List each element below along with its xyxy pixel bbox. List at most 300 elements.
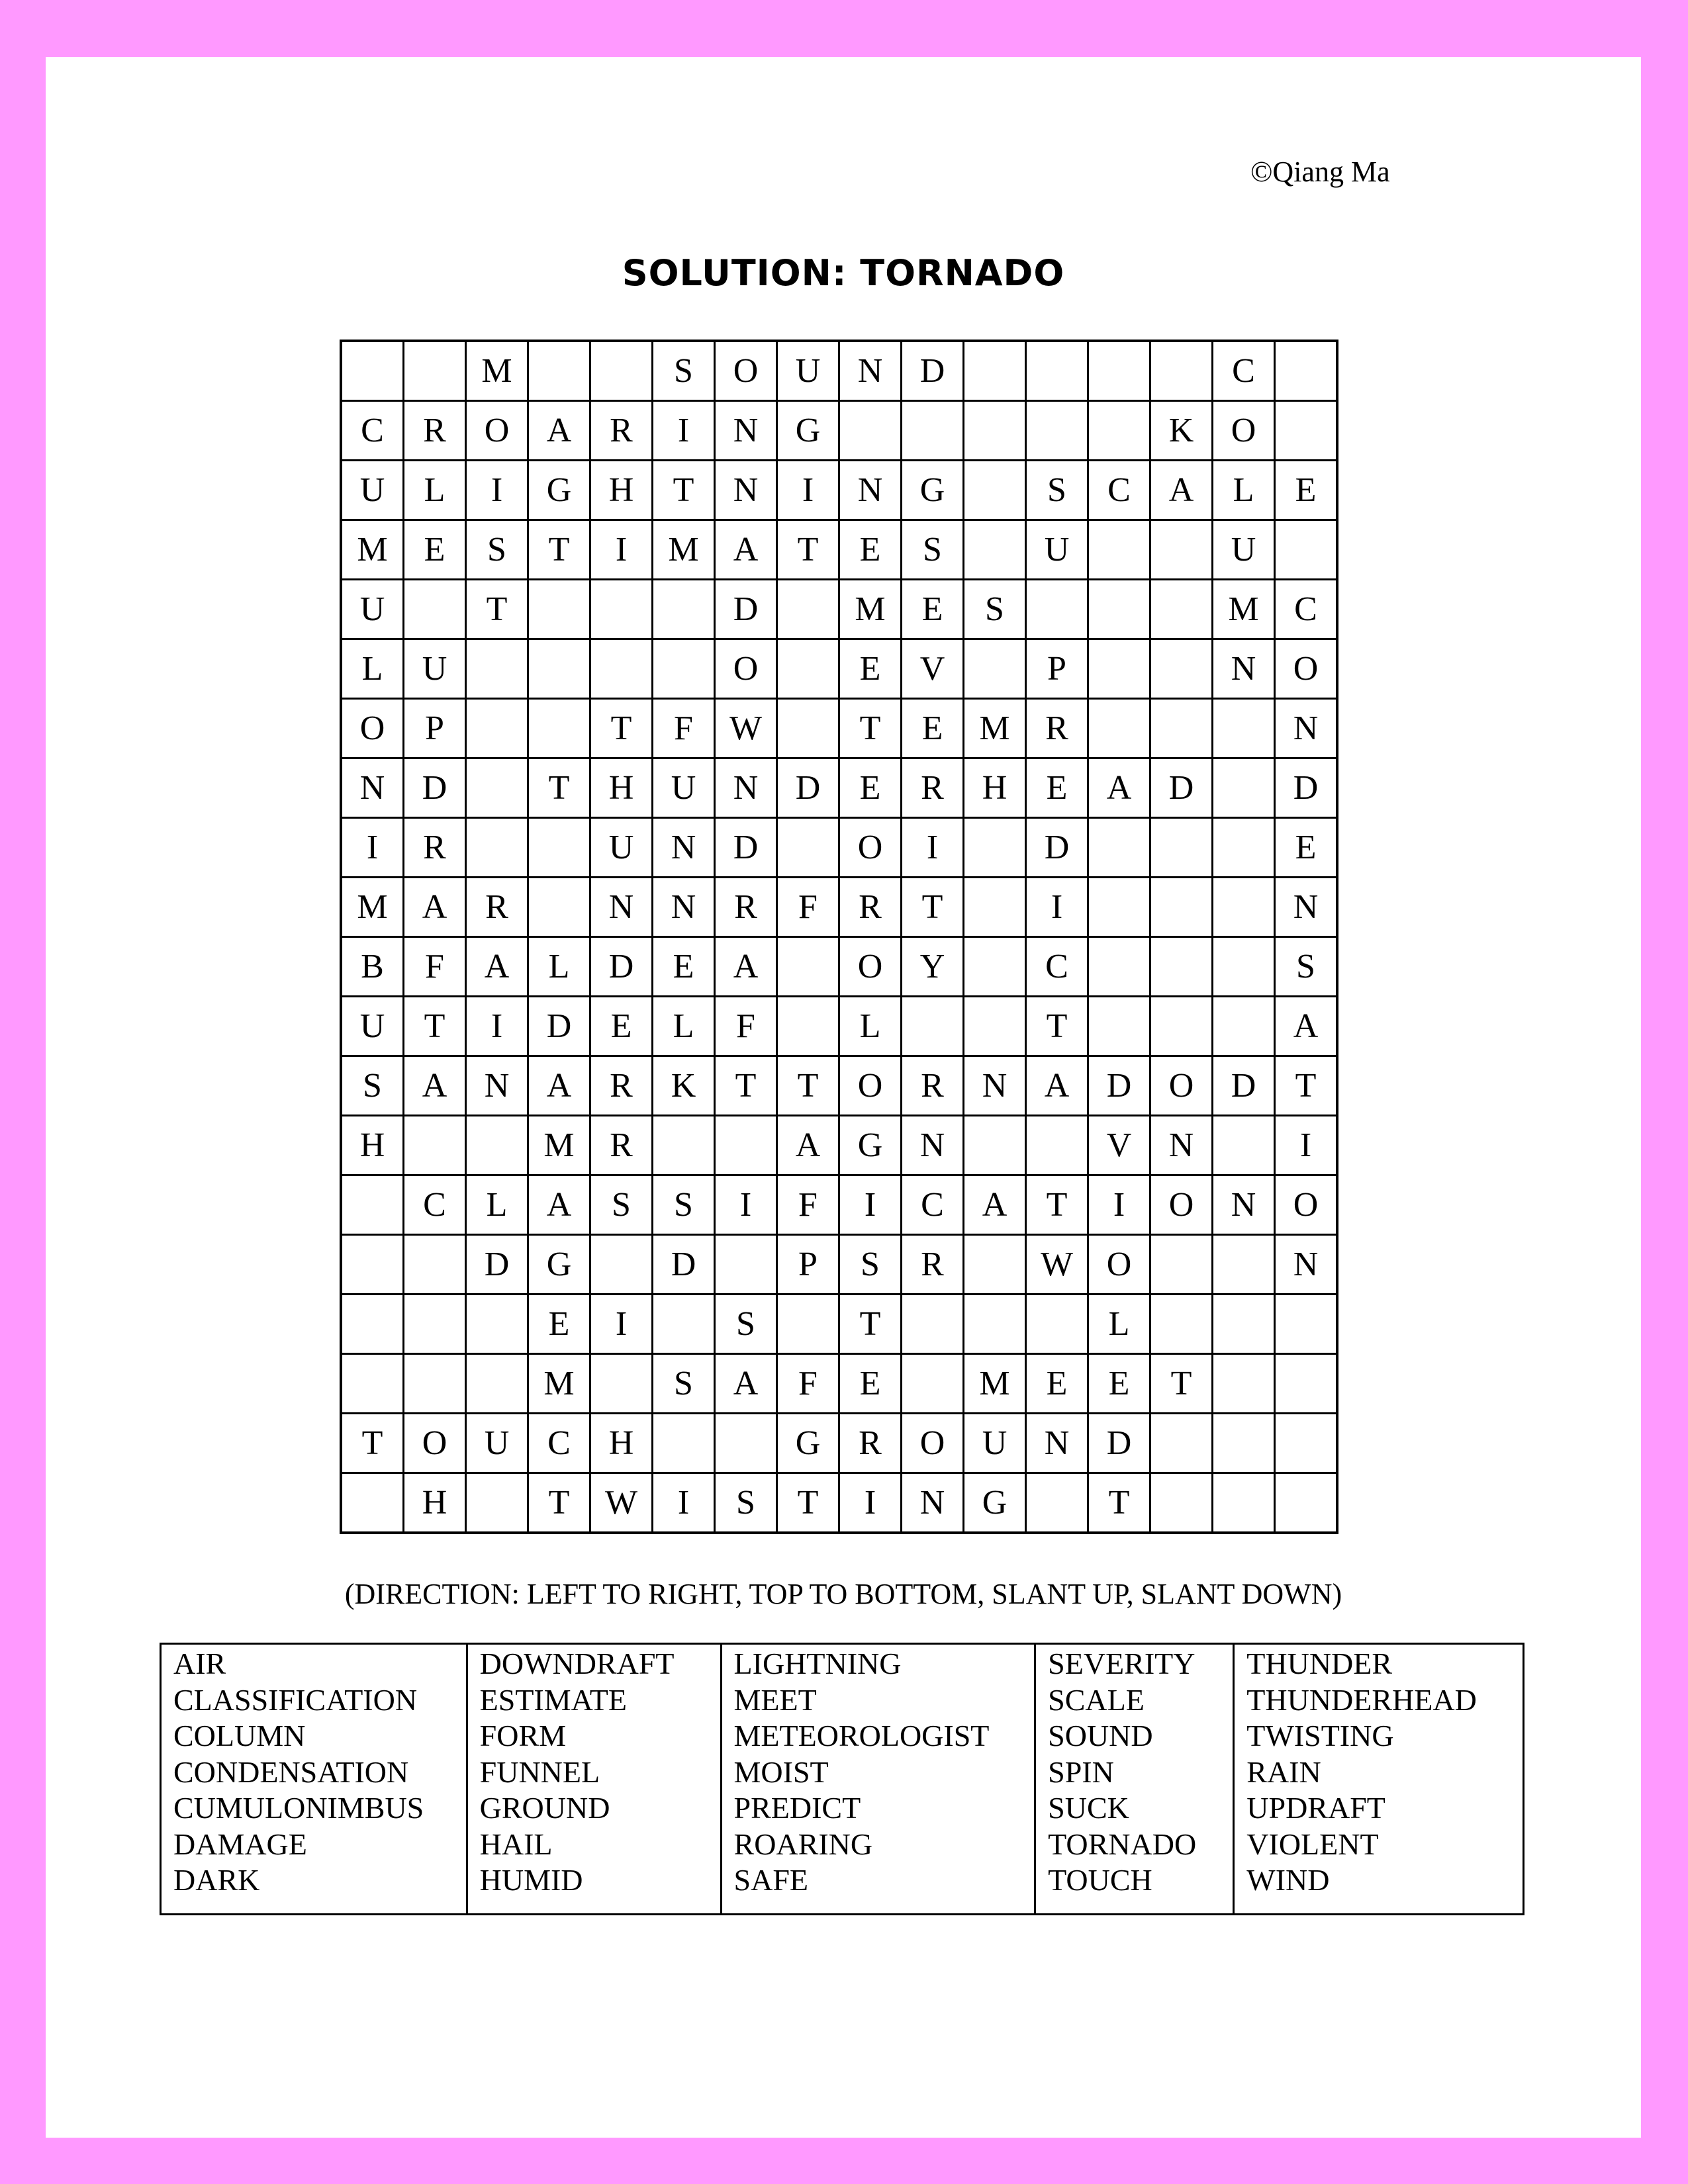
grid-cell: I	[1026, 878, 1088, 937]
grid-cell	[528, 639, 590, 699]
word-bank-column	[722, 1645, 1037, 1913]
grid-cell: E	[590, 997, 653, 1056]
grid-cell: M	[466, 341, 528, 401]
grid-cell: M	[341, 878, 404, 937]
grid-cell	[1275, 341, 1338, 401]
grid-cell	[590, 341, 653, 401]
grid-cell	[964, 1116, 1026, 1175]
grid-cell: R	[1026, 699, 1088, 758]
grid-cell: T	[1150, 1354, 1213, 1414]
grid-cell: I	[839, 1175, 902, 1235]
grid-cell	[653, 580, 715, 639]
word-bank-word: WIND	[1246, 1863, 1330, 1897]
grid-cell	[341, 1295, 404, 1354]
grid-cell: W	[715, 699, 777, 758]
grid-cell: N	[715, 461, 777, 520]
grid-cell: D	[1088, 1056, 1150, 1116]
grid-cell: N	[839, 341, 902, 401]
word-bank-column	[468, 1645, 722, 1913]
grid-cell: T	[653, 461, 715, 520]
grid-cell: S	[653, 1354, 715, 1414]
grid-cell	[1026, 341, 1088, 401]
word-bank-word: HAIL	[479, 1827, 553, 1861]
grid-cell	[1088, 699, 1150, 758]
word-bank-word: COLUMN	[173, 1719, 306, 1752]
grid-cell: O	[902, 1414, 964, 1473]
grid-cell: I	[1275, 1116, 1338, 1175]
grid-cell	[1088, 937, 1150, 997]
grid-cell	[653, 639, 715, 699]
grid-cell: N	[590, 878, 653, 937]
grid-cell	[1213, 937, 1275, 997]
grid-cell	[777, 997, 839, 1056]
grid-cell: M	[964, 1354, 1026, 1414]
grid-cell: F	[777, 1354, 839, 1414]
grid-cell: F	[404, 937, 466, 997]
grid-cell: E	[902, 699, 964, 758]
word-bank	[160, 1643, 1524, 1915]
grid-cell	[404, 580, 466, 639]
grid-cell: S	[715, 1295, 777, 1354]
grid-row	[341, 1056, 1337, 1116]
grid-cell: D	[528, 997, 590, 1056]
grid-cell	[1150, 1473, 1213, 1533]
grid-cell: U	[466, 1414, 528, 1473]
grid-cell: A	[466, 937, 528, 997]
word-bank-word: SEVERITY	[1048, 1647, 1196, 1680]
grid-cell	[777, 580, 839, 639]
word-bank-word: FUNNEL	[479, 1754, 600, 1789]
grid-cell: M	[1213, 580, 1275, 639]
grid-cell	[964, 341, 1026, 401]
grid-cell: A	[777, 1116, 839, 1175]
grid-row	[341, 639, 1337, 699]
grid-cell	[653, 1295, 715, 1354]
grid-cell: A	[528, 1175, 590, 1235]
grid-cell: U	[341, 461, 404, 520]
grid-cell: R	[902, 1056, 964, 1116]
grid-cell: W	[590, 1473, 653, 1533]
grid-cell: N	[341, 758, 404, 818]
grid-cell	[341, 1175, 404, 1235]
grid-cell: U	[341, 997, 404, 1056]
grid-cell	[1088, 341, 1150, 401]
grid-cell	[1275, 1354, 1338, 1414]
grid-cell	[902, 401, 964, 461]
word-bank-word: THUNDER	[1246, 1647, 1393, 1680]
grid-cell: S	[590, 1175, 653, 1235]
grid-cell	[1150, 341, 1213, 401]
grid-cell	[341, 341, 404, 401]
word-bank-word: FORM	[479, 1719, 567, 1752]
grid-cell: O	[715, 341, 777, 401]
grid-row	[341, 997, 1337, 1056]
grid-cell: D	[466, 1235, 528, 1295]
grid-cell	[1150, 1414, 1213, 1473]
grid-cell: D	[1213, 1056, 1275, 1116]
grid-cell: K	[1150, 401, 1213, 461]
grid-cell: Y	[902, 937, 964, 997]
word-bank-word: DOWNDRAFT	[479, 1647, 675, 1680]
grid-cell	[590, 1354, 653, 1414]
grid-cell	[1088, 639, 1150, 699]
grid-cell: I	[341, 818, 404, 878]
grid-cell: E	[528, 1295, 590, 1354]
word-bank-word: CLASSIFICATION	[173, 1682, 418, 1717]
grid-cell	[404, 341, 466, 401]
word-bank-word: DAMAGE	[173, 1827, 307, 1861]
grid-cell: A	[528, 401, 590, 461]
grid-cell: R	[590, 401, 653, 461]
grid-cell: D	[1026, 818, 1088, 878]
grid-row	[341, 580, 1337, 639]
word-bank-word: TOUCH	[1048, 1863, 1152, 1897]
grid-cell: D	[404, 758, 466, 818]
grid-cell: E	[902, 580, 964, 639]
grid-cell	[964, 818, 1026, 878]
grid-cell: I	[653, 401, 715, 461]
grid-cell	[777, 639, 839, 699]
grid-cell: T	[528, 520, 590, 580]
grid-cell	[1275, 1295, 1338, 1354]
word-bank-word: ROARING	[733, 1827, 873, 1861]
grid-cell	[1275, 520, 1338, 580]
word-search-grid	[340, 340, 1338, 1534]
grid-cell	[1213, 997, 1275, 1056]
grid-cell: I	[653, 1473, 715, 1533]
grid-cell	[1150, 639, 1213, 699]
grid-cell: T	[590, 699, 653, 758]
grid-cell	[1088, 580, 1150, 639]
grid-cell: D	[777, 758, 839, 818]
grid-cell: O	[1275, 1175, 1338, 1235]
grid-cell: A	[1026, 1056, 1088, 1116]
grid-cell: L	[1213, 461, 1275, 520]
grid-row	[341, 1473, 1337, 1533]
grid-cell: C	[528, 1414, 590, 1473]
grid-cell: C	[1026, 937, 1088, 997]
grid-cell: N	[1150, 1116, 1213, 1175]
grid-cell: E	[1275, 818, 1338, 878]
word-bank-column	[162, 1645, 468, 1913]
grid-cell: O	[715, 639, 777, 699]
grid-cell: N	[653, 818, 715, 878]
grid-cell: R	[902, 1235, 964, 1295]
grid-cell	[341, 1235, 404, 1295]
grid-row	[341, 878, 1337, 937]
grid-cell	[1275, 401, 1338, 461]
grid-cell: S	[902, 520, 964, 580]
grid-row	[341, 1175, 1337, 1235]
grid-cell	[528, 580, 590, 639]
grid-cell	[1088, 520, 1150, 580]
grid-cell: D	[902, 341, 964, 401]
word-bank-word: AIR	[173, 1647, 226, 1680]
grid-cell: T	[1275, 1056, 1338, 1116]
word-bank-word: TWISTING	[1246, 1719, 1394, 1752]
grid-row	[341, 341, 1337, 401]
grid-cell: O	[466, 401, 528, 461]
grid-cell: E	[839, 639, 902, 699]
grid-cell	[964, 997, 1026, 1056]
grid-cell: R	[902, 758, 964, 818]
grid-cell: O	[1213, 401, 1275, 461]
grid-cell: A	[715, 520, 777, 580]
grid-cell: P	[1026, 639, 1088, 699]
grid-cell: T	[404, 997, 466, 1056]
word-bank-word: SUCK	[1048, 1791, 1129, 1825]
grid-cell: G	[902, 461, 964, 520]
word-bank-word: SPIN	[1048, 1754, 1114, 1789]
word-bank-word: LIGHTNING	[733, 1647, 902, 1680]
grid-cell: T	[777, 520, 839, 580]
grid-cell	[404, 1116, 466, 1175]
grid-cell: S	[964, 580, 1026, 639]
grid-cell: A	[715, 1354, 777, 1414]
grid-row	[341, 1295, 1337, 1354]
grid-cell: T	[528, 758, 590, 818]
grid-cell: L	[1088, 1295, 1150, 1354]
grid-cell: U	[1213, 520, 1275, 580]
grid-cell: T	[902, 878, 964, 937]
grid-row	[341, 937, 1337, 997]
grid-cell: E	[839, 758, 902, 818]
grid-cell	[1026, 1295, 1088, 1354]
word-bank-word: MOIST	[733, 1754, 829, 1789]
grid-cell: O	[404, 1414, 466, 1473]
grid-cell: N	[1213, 1175, 1275, 1235]
grid-cell: U	[777, 341, 839, 401]
grid-cell: I	[839, 1473, 902, 1533]
grid-cell	[1088, 997, 1150, 1056]
grid-cell: I	[590, 520, 653, 580]
grid-cell	[528, 818, 590, 878]
grid-cell	[1150, 937, 1213, 997]
grid-row	[341, 461, 1337, 520]
grid-cell: G	[777, 401, 839, 461]
grid-cell	[466, 1473, 528, 1533]
grid-cell: U	[964, 1414, 1026, 1473]
grid-cell	[466, 1354, 528, 1414]
grid-cell: A	[1088, 758, 1150, 818]
grid-cell: M	[964, 699, 1026, 758]
grid-cell: U	[590, 818, 653, 878]
grid-cell	[964, 461, 1026, 520]
word-bank-word: RAIN	[1246, 1754, 1321, 1789]
grid-cell	[964, 937, 1026, 997]
grid-cell	[1150, 699, 1213, 758]
grid-cell: A	[964, 1175, 1026, 1235]
grid-cell	[1275, 1414, 1338, 1473]
grid-cell: F	[653, 699, 715, 758]
grid-cell: S	[341, 1056, 404, 1116]
grid-cell	[902, 1354, 964, 1414]
word-bank-word: VIOLENT	[1246, 1827, 1379, 1861]
grid-cell: T	[1026, 997, 1088, 1056]
grid-cell: C	[1213, 341, 1275, 401]
grid-cell: F	[715, 997, 777, 1056]
grid-row	[341, 401, 1337, 461]
grid-cell: E	[1026, 1354, 1088, 1414]
grid-cell	[964, 639, 1026, 699]
grid-cell	[1088, 401, 1150, 461]
grid-cell: U	[341, 580, 404, 639]
grid-cell: U	[404, 639, 466, 699]
grid-cell	[777, 937, 839, 997]
grid-cell: D	[1150, 758, 1213, 818]
grid-cell: L	[839, 997, 902, 1056]
grid-cell: C	[1275, 580, 1338, 639]
grid-cell: H	[590, 461, 653, 520]
grid-cell: B	[341, 937, 404, 997]
grid-cell: E	[1026, 758, 1088, 818]
grid-cell	[1150, 580, 1213, 639]
grid-cell	[1150, 1295, 1213, 1354]
word-bank-word: THUNDERHEAD	[1246, 1682, 1477, 1717]
grid-cell: H	[590, 1414, 653, 1473]
grid-cell	[1213, 699, 1275, 758]
grid-cell	[653, 1116, 715, 1175]
grid-cell: E	[839, 520, 902, 580]
grid-cell	[1026, 580, 1088, 639]
grid-cell: S	[1275, 937, 1338, 997]
grid-cell: N	[715, 758, 777, 818]
grid-cell	[964, 520, 1026, 580]
word-bank-word: SCALE	[1048, 1682, 1145, 1717]
grid-cell: R	[590, 1056, 653, 1116]
grid-cell	[1213, 818, 1275, 878]
grid-cell: S	[653, 341, 715, 401]
grid-cell: E	[1275, 461, 1338, 520]
grid-cell: L	[404, 461, 466, 520]
grid-cell: E	[839, 1354, 902, 1414]
grid-cell: R	[839, 1414, 902, 1473]
grid-cell	[1026, 1473, 1088, 1533]
grid-cell	[1213, 1295, 1275, 1354]
grid-cell: T	[839, 1295, 902, 1354]
grid-row	[341, 1116, 1337, 1175]
grid-cell: M	[653, 520, 715, 580]
grid-cell: N	[1213, 639, 1275, 699]
grid-cell	[964, 401, 1026, 461]
grid-cell: E	[404, 520, 466, 580]
word-bank-word: SAFE	[733, 1863, 809, 1897]
grid-cell	[902, 1295, 964, 1354]
grid-cell: M	[839, 580, 902, 639]
grid-cell: C	[341, 401, 404, 461]
grid-cell: T	[341, 1414, 404, 1473]
word-bank-column	[1235, 1645, 1523, 1913]
grid-cell	[466, 818, 528, 878]
grid-cell: C	[902, 1175, 964, 1235]
grid-cell	[404, 1235, 466, 1295]
grid-cell: L	[341, 639, 404, 699]
grid-cell: O	[341, 699, 404, 758]
word-bank-word: TORNADO	[1048, 1827, 1197, 1861]
worksheet-page	[46, 57, 1641, 2138]
grid-cell: F	[777, 878, 839, 937]
word-bank-word: ESTIMATE	[479, 1682, 627, 1717]
grid-cell: R	[404, 401, 466, 461]
grid-cell: R	[590, 1116, 653, 1175]
grid-cell	[1150, 818, 1213, 878]
page-title: SOLUTION: TORNADO	[622, 252, 1065, 294]
grid-cell: O	[1275, 639, 1338, 699]
grid-cell	[341, 1354, 404, 1414]
grid-cell: T	[1088, 1473, 1150, 1533]
word-bank-word: HUMID	[479, 1863, 583, 1897]
grid-cell: T	[777, 1056, 839, 1116]
grid-cell	[1150, 1235, 1213, 1295]
grid-cell: P	[777, 1235, 839, 1295]
grid-cell: U	[1026, 520, 1088, 580]
grid-cell: S	[653, 1175, 715, 1235]
grid-cell: N	[1275, 1235, 1338, 1295]
grid-cell	[466, 1116, 528, 1175]
grid-cell: D	[715, 818, 777, 878]
grid-cell: D	[1088, 1414, 1150, 1473]
grid-cell: D	[590, 937, 653, 997]
grid-cell	[528, 699, 590, 758]
grid-cell	[777, 699, 839, 758]
word-bank-word: PREDICT	[733, 1791, 861, 1825]
grid-cell: N	[839, 461, 902, 520]
grid-cell: M	[528, 1116, 590, 1175]
grid-cell: O	[1088, 1235, 1150, 1295]
grid-cell: L	[466, 1175, 528, 1235]
grid-cell	[1088, 818, 1150, 878]
grid-cell: V	[902, 639, 964, 699]
grid-cell: N	[1026, 1414, 1088, 1473]
grid-cell	[1213, 878, 1275, 937]
grid-cell	[1213, 1414, 1275, 1473]
grid-cell: N	[964, 1056, 1026, 1116]
grid-cell	[341, 1473, 404, 1533]
word-bank-word: CUMULONIMBUS	[173, 1791, 424, 1825]
grid-cell: O	[1150, 1175, 1213, 1235]
grid-cell: N	[902, 1473, 964, 1533]
grid-cell	[466, 1295, 528, 1354]
grid-cell: E	[653, 937, 715, 997]
grid-cell	[1275, 1473, 1338, 1533]
grid-cell	[1026, 401, 1088, 461]
grid-cell: N	[466, 1056, 528, 1116]
word-bank-word: MEET	[733, 1682, 817, 1717]
grid-cell: V	[1088, 1116, 1150, 1175]
grid-cell: T	[466, 580, 528, 639]
grid-cell	[404, 1295, 466, 1354]
word-bank-word: DARK	[173, 1863, 260, 1897]
grid-cell	[590, 580, 653, 639]
grid-cell: A	[404, 1056, 466, 1116]
grid-cell	[1150, 878, 1213, 937]
word-bank-word: CONDENSATION	[173, 1754, 409, 1789]
grid-cell: I	[590, 1295, 653, 1354]
grid-cell: R	[404, 818, 466, 878]
copyright-notice: ©Qiang Ma	[1250, 156, 1390, 188]
grid-cell: O	[839, 937, 902, 997]
grid-cell	[466, 758, 528, 818]
grid-cell: N	[653, 878, 715, 937]
grid-cell: S	[1026, 461, 1088, 520]
grid-cell: G	[964, 1473, 1026, 1533]
grid-cell	[1213, 1116, 1275, 1175]
grid-cell: I	[777, 461, 839, 520]
direction-note: (DIRECTION: LEFT TO RIGHT, TOP TO BOTTOM, SLANT UP, SLANT DOWN)	[344, 1578, 1342, 1610]
grid-cell: A	[715, 937, 777, 997]
grid-cell	[1150, 520, 1213, 580]
grid-cell: D	[653, 1235, 715, 1295]
